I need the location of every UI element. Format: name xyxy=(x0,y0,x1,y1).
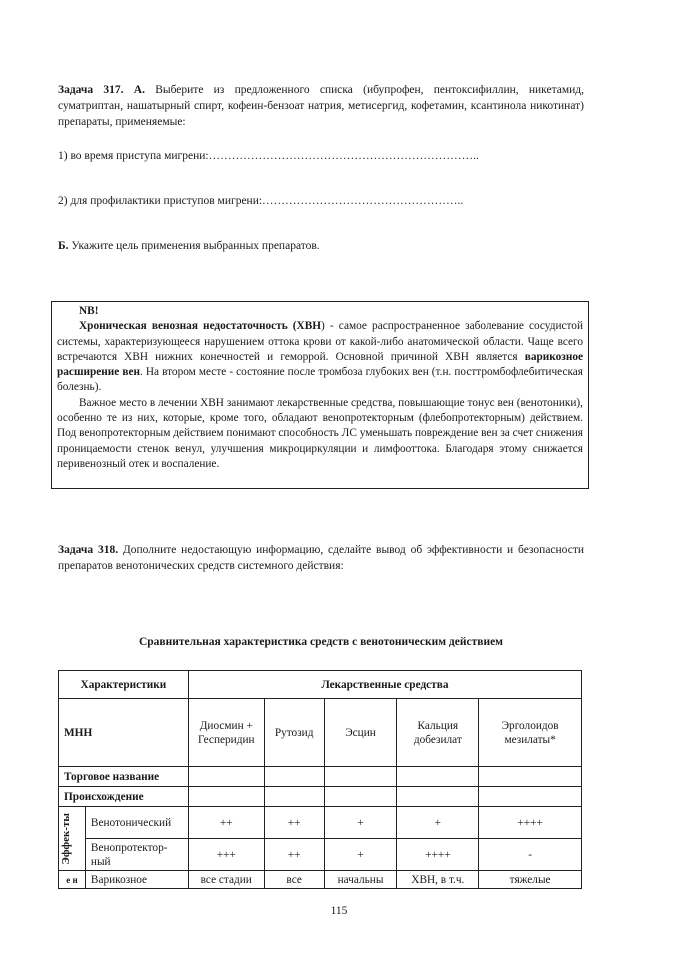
effects-cell xyxy=(59,807,86,871)
nb-p1-end: . На втором месте - состояние после тромбоза глубоких вен (т.н. посттромбофлебитическая болезнь). xyxy=(57,366,583,394)
part-b-text: Укажите цель применения выбранных препаратов. xyxy=(71,240,320,252)
table-cell: ++ xyxy=(264,839,324,871)
table-cell: все xyxy=(264,871,324,889)
table-cell: + xyxy=(324,807,397,839)
varicose-label: Варикозное xyxy=(85,871,188,889)
task-317-part-b xyxy=(58,238,584,254)
table-caption: Сравнительная характеристика средств с венотоническим действием xyxy=(138,636,504,648)
task-318-intro xyxy=(58,542,584,574)
table-cell: ++++ xyxy=(479,807,582,839)
item-2: 2) для профилактики приступов мигрени:…………………………………………….. xyxy=(58,195,464,207)
origin-row xyxy=(59,787,582,807)
nb-p1-bold: варикозное расширение вен xyxy=(57,350,583,379)
cut-side-label: е н xyxy=(59,871,86,889)
drug-name: Кальция добезилат xyxy=(397,699,479,767)
item-1: 1) во время приступа мигрени:…………………………………………………………….. xyxy=(58,150,479,162)
nb-paragraph-2: Важное место в лечении ХВН занимают лекарственные средства, повышающие тонус вен (венотоники), особенно те из них, которые, кроме того, обладают венопротекторным (флебопротекторным) действием. Под венопротекторным действием понимают способность ЛС уменьшать повреждение вен за счет снижения проницаемости стенок венул, улучшения микроциркуляции и лимфооттока. Благодаря этому снижается перивенозный отек и воспаление. xyxy=(57,396,583,470)
task-317-title: Задача 317. xyxy=(58,84,124,96)
venotonic-label: Венотонический xyxy=(85,807,188,839)
header-characteristics: Характеристики xyxy=(59,671,189,699)
drug-name: Диосмин + Гесперидин xyxy=(188,699,264,767)
part-a-label: А. xyxy=(133,84,145,96)
task-318-title: Задача 318. xyxy=(58,544,119,556)
table-cell: ++++ xyxy=(397,839,479,871)
table-cell: тяжелые xyxy=(479,871,582,889)
table-cell: ++ xyxy=(264,807,324,839)
venotonic-row xyxy=(59,807,582,839)
table-cell: +++ xyxy=(188,839,264,871)
header-drugs: Лекарственные средства xyxy=(188,671,581,699)
trade-name-row xyxy=(59,767,582,787)
nb-term: Хроническая венозная недостаточность (ХВН xyxy=(79,320,322,333)
nb-paragraph-1 xyxy=(57,319,583,395)
mnn-label: МНН xyxy=(59,699,189,767)
mnn-row xyxy=(59,699,582,767)
venoprotector-label: Венопротектор-ный xyxy=(85,839,188,871)
nb-box xyxy=(51,301,589,489)
table-cell: начальны xyxy=(324,871,397,889)
effects-label: Эффек-ты xyxy=(60,812,72,865)
table-cell: ++ xyxy=(188,807,264,839)
varicose-row xyxy=(59,871,582,889)
table-cell: + xyxy=(324,839,397,871)
origin-label: Происхождение xyxy=(59,787,189,807)
table-cell: + xyxy=(397,807,479,839)
page-number: 115 xyxy=(330,905,348,917)
trade-name-label: Торговое название xyxy=(59,767,189,787)
part-a-text: Выберите из предложенного списка (ибупрофен, пентоксифиллин, никетамид, суматриптан, нашатырный спирт, кофеин-бензоат натрия, метисергид, кофетамин, ксантинола никотинат) препараты, применяемые: xyxy=(58,84,584,128)
task-317-intro xyxy=(58,82,584,130)
nb-p1-rest: ) - самое распространенное заболевание сосудистой системы, характеризующееся нарушением оттока крови от какой-либо анатомической области. Чаще всего встречаются ХВН нижних конечностей и геморрой. Основной причиной ХВН является xyxy=(57,320,584,363)
task-318-text: Дополните недостающую информацию, сделайте вывод об эффективности и безопасности препаратов венотонических средств системного действия: xyxy=(58,544,584,572)
part-b-label: Б. xyxy=(58,240,69,252)
drug-name: Эрголоидов мезилаты* xyxy=(479,699,582,767)
drug-name: Рутозид xyxy=(264,699,324,767)
table-cell: - xyxy=(479,839,582,871)
comparison-table xyxy=(58,670,582,889)
nb-label: NB! xyxy=(79,305,99,317)
venoprotector-row xyxy=(59,839,582,871)
table-header-row xyxy=(59,671,582,699)
table-cell: ХВН, в т.ч. xyxy=(397,871,479,889)
drug-name: Эсцин xyxy=(324,699,397,767)
table-cell: все стадии xyxy=(188,871,264,889)
